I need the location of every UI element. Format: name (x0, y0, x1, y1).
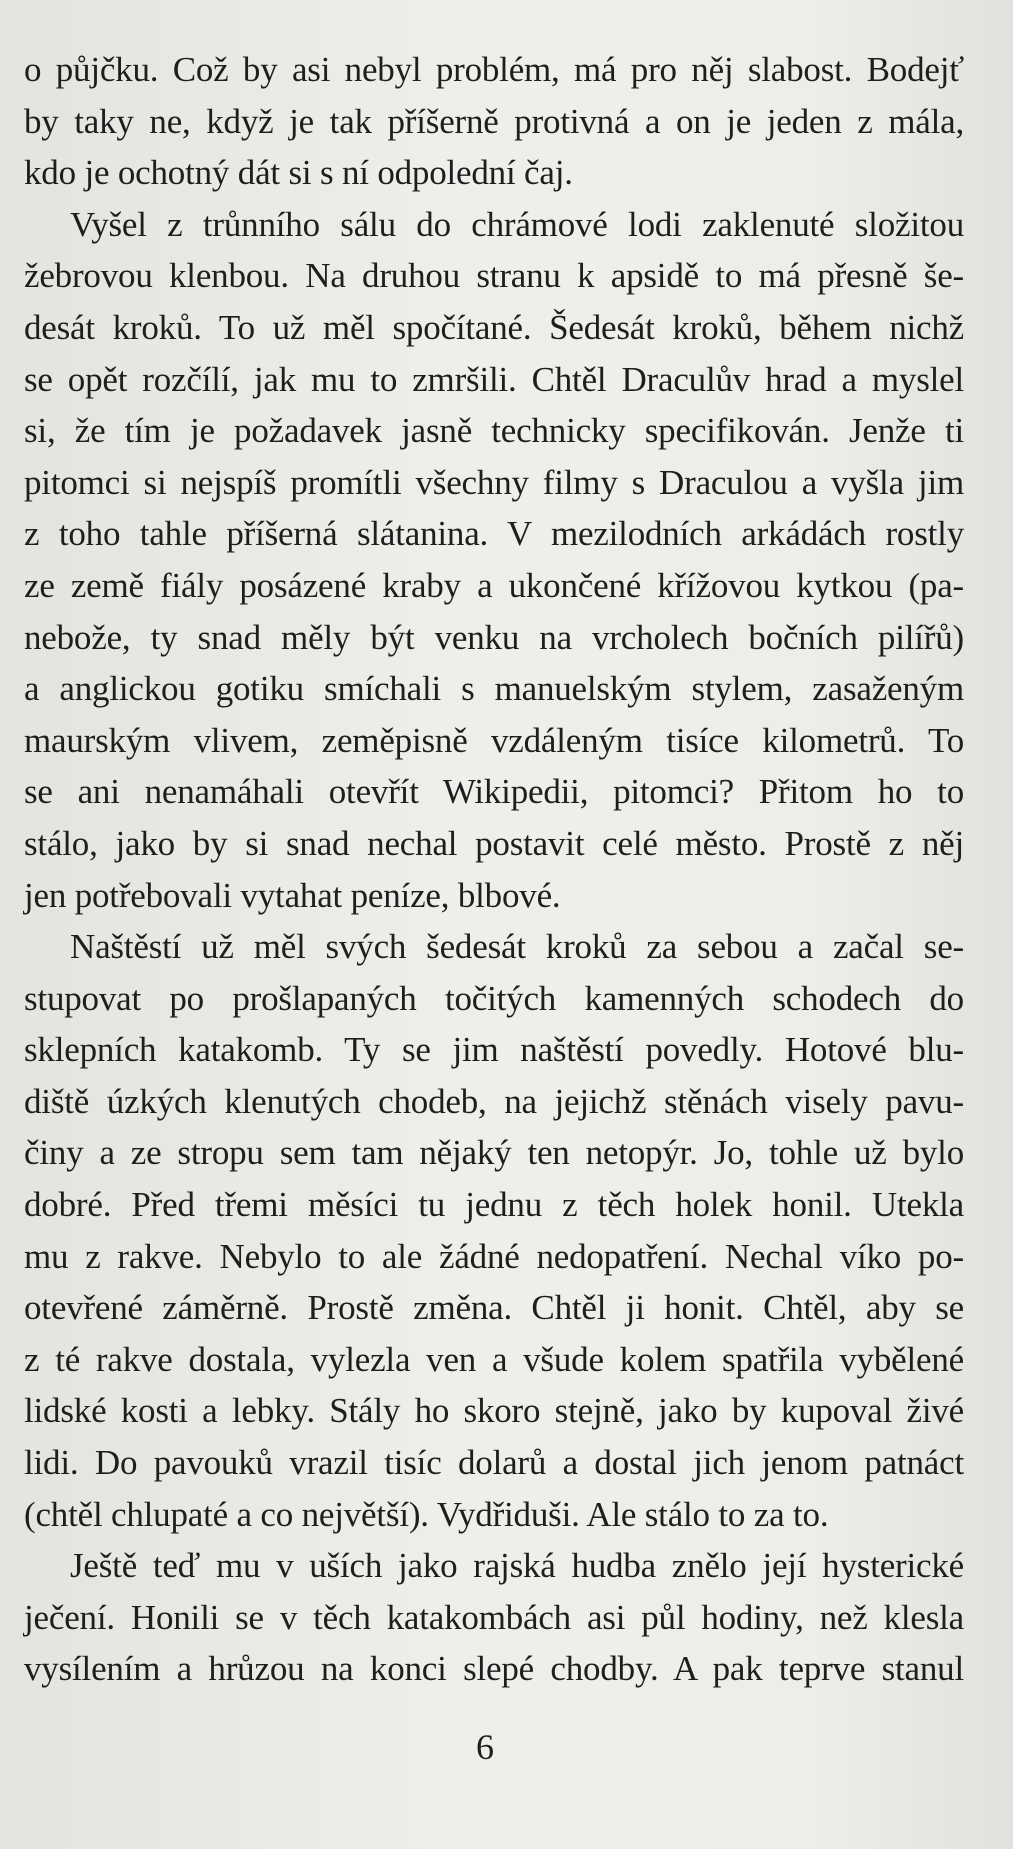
text-line: se ani nenamáhali otevřít Wikipedii, pitomci? Přitom ho to (24, 772, 964, 812)
text-line: a anglickou gotiku smíchali s manuelským stylem, zasaženým (24, 669, 964, 709)
text-line: jen potřebovali vytahat peníze, blbové. (24, 875, 561, 915)
text-line: maurským vlivem, zeměpisně vzdáleným tisíce kilometrů. To (24, 720, 964, 760)
text-line: diště úzkých klenutých chodeb, na jejichž stěnách visely pavu- (24, 1081, 964, 1121)
text-line: vysílením a hrůzou na konci slepé chodby. A pak teprve stanul (24, 1649, 964, 1689)
text-line: stupovat po prošlapaných točitých kamenných schodech do (24, 978, 964, 1018)
text-line: o půjčku. Což by asi nebyl problém, má pro něj slabost. Bodejť (24, 50, 964, 89)
text-line: stálo, jako by si snad nechal postavit celé město. Prostě z něj (24, 823, 964, 863)
text-line: desát kroků. To už měl spočítané. Šedesát kroků, během nichž (24, 307, 964, 347)
paragraph (24, 921, 964, 1540)
text-line: nebože, ty snad měly být venku na vrcholech bočních pilířů) (24, 617, 964, 657)
text-line: kdo je ochotný dát si s ní odpolední čaj. (24, 153, 573, 193)
paragraph (24, 44, 964, 199)
text-line: z té rakve dostala, vylezla ven a všude kolem spatřila vybělené (24, 1339, 964, 1379)
body-text (24, 44, 964, 1695)
paragraph (24, 1540, 964, 1695)
text-line: dobré. Před třemi měsíci tu jednu z těch holek honil. Utekla (24, 1185, 964, 1225)
text-line: by taky ne, když je tak příšerně protivná a on je jeden z mála, (24, 101, 964, 141)
text-line: ječení. Honili se v těch katakombách asi půl hodiny, než klesla (24, 1597, 964, 1637)
text-line: si, že tím je požadavek jasně technicky specifikován. Jenže ti (24, 411, 964, 451)
page-number: 6 (476, 1727, 494, 1767)
text-line: se opět rozčílí, jak mu to zmršili. Chtěl Draculův hrad a myslel (24, 359, 964, 399)
text-line: žebrovou klenbou. Na druhou stranu k apsidě to má přesně še- (24, 256, 964, 296)
text-line: pitomci si nejspíš promítli všechny filmy s Draculou a vyšla jim (24, 462, 964, 502)
text-line: sklepních katakomb. Ty se jim naštěstí povedly. Hotové blu- (24, 1030, 964, 1070)
text-line: (chtěl chlupaté a co největší). Vydřiduši. Ale stálo to za to. (24, 1494, 829, 1534)
paragraph (24, 199, 964, 921)
text-line: lidské kosti a lebky. Stály ho skoro stejně, jako by kupoval živé (24, 1391, 964, 1431)
text-line: Ještě teď mu v uších jako rajská hudba znělo její hysterické (70, 1546, 964, 1586)
text-line: mu z rakve. Nebylo to ale žádné nedopatření. Nechal víko po- (24, 1236, 964, 1276)
text-line: Naštěstí už měl svých šedesát kroků za sebou a začal se- (70, 927, 964, 967)
text-line: činy a ze stropu sem tam nějaký ten netopýr. Jo, tohle už bylo (24, 1133, 964, 1173)
text-line: lidi. Do pavouků vrazil tisíc dolarů a dostal jich jenom patnáct (24, 1443, 964, 1483)
text-line: Vyšel z trůnního sálu do chrámové lodi zaklenuté složitou (70, 204, 964, 244)
text-line: z toho tahle příšerná slátanina. V mezilodních arkádách rostly (24, 514, 964, 554)
text-line: ze země fiály posázené kraby a ukončené křížovou kytkou (pa- (24, 565, 964, 605)
text-line: otevřené záměrně. Prostě změna. Chtěl ji honit. Chtěl, aby se (24, 1288, 964, 1328)
